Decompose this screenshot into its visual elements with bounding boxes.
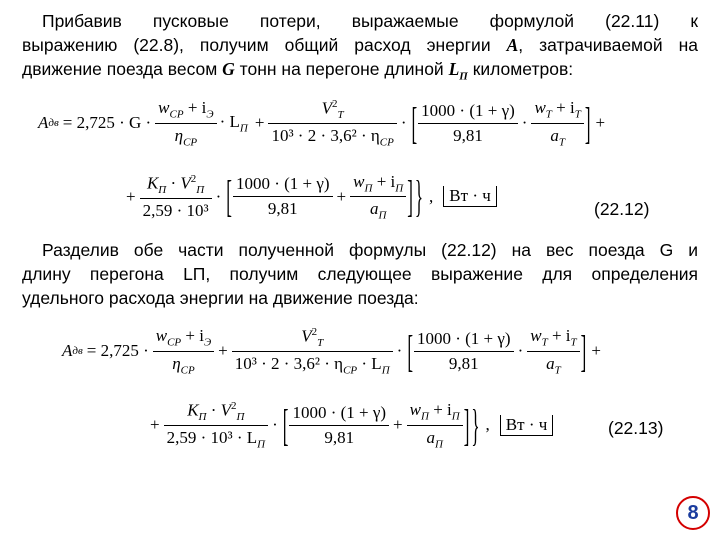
- fraction-wcp: $\frac{w_{CP} + i_Э}{\eta_{CP}}$: [155, 98, 216, 148]
- paragraph-1: [22, 9, 698, 89]
- equation-22-13-line-1: A дв = 2,725 · $\frac{w_{CP} + i_Э}{\eta_{CP}}$ + $\frac{V^2_T}{10^3 \cdot 2 \cdot 3,6^2 \cdot \eta_{CP} \cdot L_П}$ · [ $\frac{1000 \cdot (1 + \gamma)}{9,81}$ · $\frac{w_T + i_T}{a_T}$ ] +: [62, 326, 601, 377]
- paragraph-2-line-2: длину перегона LП, получим следующее выражение для определения: [22, 264, 698, 284]
- paragraph-2-line-3: удельного расхода энергии на движение поезда:: [22, 288, 419, 308]
- lhs-symbol: A: [38, 113, 49, 133]
- page-number: 8: [687, 501, 699, 524]
- equation-22-12-line-1: A дв = 2,725 · G · $\frac{w_{CP} + i_Э}{\eta_{CP}}$ · $L_П$ + $\frac{V^2_T}{10^3 \cdot 2 \cdot 3,6^2 \cdot \eta_{CP}}$ · [ $\frac{1000 \cdot (1 + \gamma)}{9,81}$ · $\frac{w_T + i_T}{a_T}$ ] +: [38, 98, 606, 149]
- coefficient: = 2,725 · G ·: [62, 113, 152, 133]
- fraction-wcp-2: $\frac{w_{CP} + i_Э}{\eta_{CP}}$: [153, 326, 214, 376]
- fraction-wp-2: $\frac{w_П + i_П}{a_П}$: [407, 400, 463, 450]
- paragraph-2-line-1: Разделив обе части полученной формулы (22.12) на вес поезда G и: [42, 240, 698, 260]
- equation-22-12-line-2: + $\frac{K_П \cdot V^2_П}{\text{2,59 · 10³}}$ · [ $\frac{1000 \cdot (1 + \gamma)}{9,81}$ + $\frac{w_П + i_П}{a_П}$ ] } , Вт · ч: [126, 172, 497, 222]
- fraction-vt-2: $\frac{V^2_T}{10^3 \cdot 2 \cdot 3,6^2 \cdot \eta_{CP} \cdot L_П}$: [232, 326, 393, 376]
- paragraph-2: [22, 238, 698, 310]
- fraction-kp: $\frac{K_П \cdot V^2_П}{\text{2,59 · 10³}}$: [140, 173, 212, 221]
- equation-number-22-12: (22.12): [594, 199, 650, 219]
- fraction-1000-a: $\frac{1000 \cdot (1 + \gamma)}{9,81}$: [418, 101, 518, 146]
- equation-number-22-13: (22.13): [608, 418, 664, 438]
- paragraph-1-line-2: выражению (22.8), получим общий расход энергии A, затрачиваемой на: [22, 35, 698, 55]
- fraction-1000-d: $\frac{1000 \cdot (1 + \gamma)}{9,81}$: [289, 403, 389, 448]
- page-number-badge: [676, 496, 710, 530]
- fraction-wp: $\frac{w_П + i_П}{a_П}$: [350, 172, 406, 222]
- paragraph-1-line-1: Прибавив пусковые потери, выражаемые формулой (22.11) к: [42, 11, 698, 31]
- fraction-vt: $\frac{V^2_T}{10^3 \cdot 2 \cdot 3,6^2 \cdot \eta_{CP}}$: [268, 98, 396, 148]
- equation-22-13-line-2: + $\frac{K_П \cdot V^2_П}{2,59 \cdot 10^3 \cdot L_П}$ · [ $\frac{1000 \cdot (1 + \gamma)}{9,81}$ + $\frac{w_П + i_П}{a_П}$ ] } , Вт · ч: [150, 400, 553, 450]
- fraction-1000-c: $\frac{1000 \cdot (1 + \gamma)}{9,81}$: [414, 329, 514, 374]
- fraction-kp-2: $\frac{K_П \cdot V^2_П}{2,59 \cdot 10^3 \cdot L_П}$: [164, 400, 269, 450]
- fraction-1000-b: $\frac{1000 \cdot (1 + \gamma)}{9,81}$: [233, 174, 333, 219]
- units-bracket: Вт · ч: [443, 186, 496, 207]
- fraction-wt-2: $\frac{w_T + i_T}{a_T}$: [527, 326, 579, 376]
- units-bracket-2: Вт · ч: [500, 415, 553, 436]
- coefficient-2: = 2,725 ·: [86, 341, 149, 361]
- fraction-wt: $\frac{w_T + i_T}{a_T}$: [531, 98, 583, 148]
- paragraph-1-line-3: движение поезда весом G тонн на перегоне длиной $L_П$ километров:: [22, 59, 574, 83]
